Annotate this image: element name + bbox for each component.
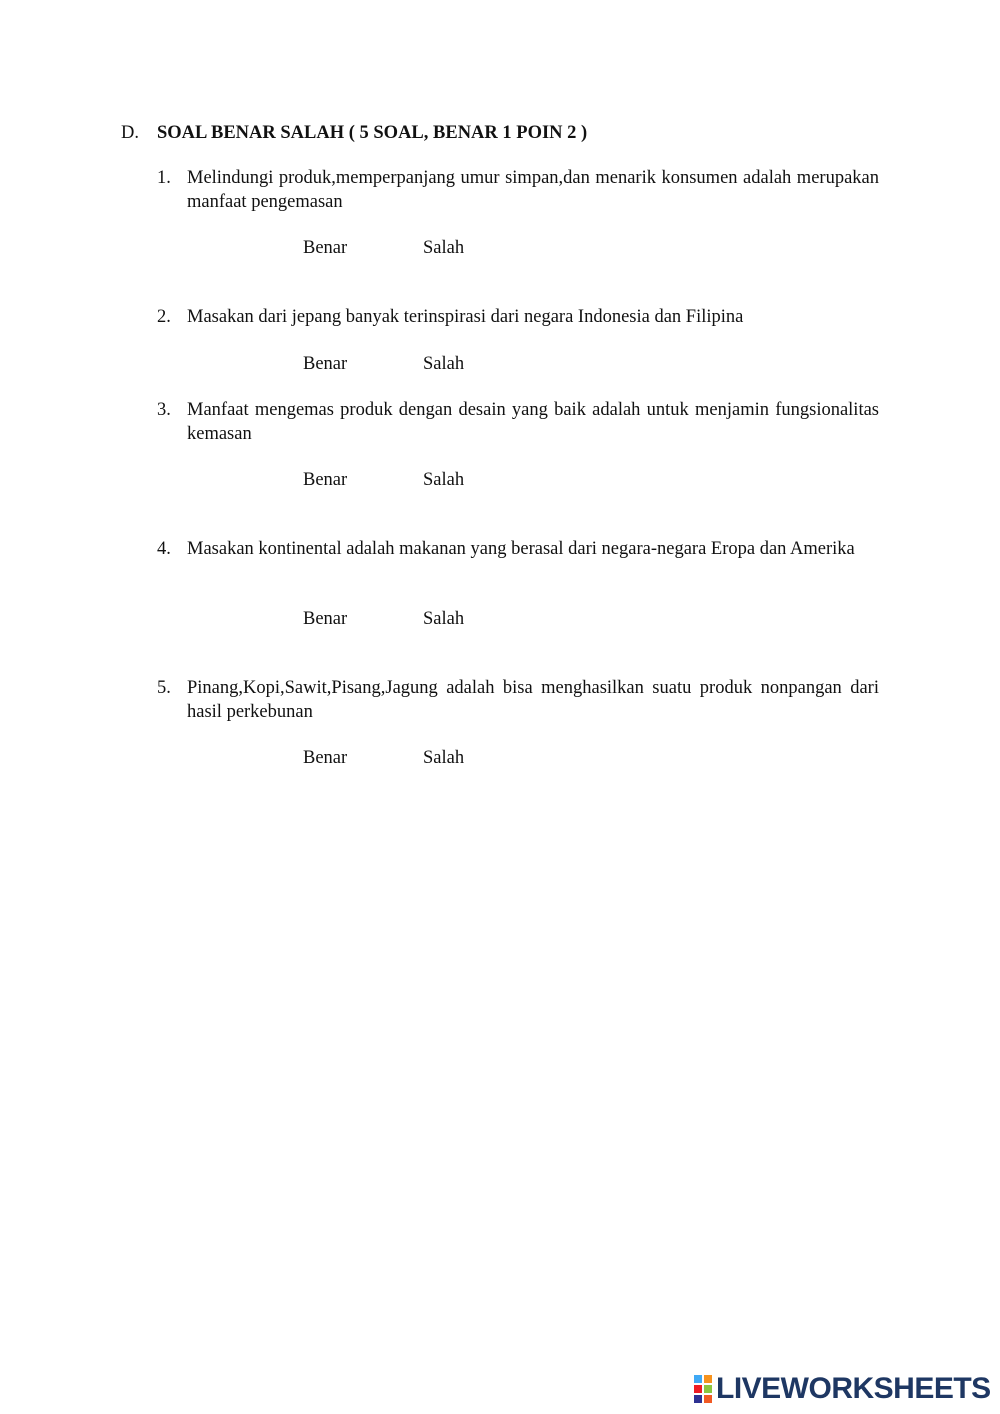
option-salah[interactable]: Salah xyxy=(423,238,465,258)
question-number: 5. xyxy=(157,678,171,698)
question-text: Masakan kontinental adalah makanan yang berasal dari negara-negara Eropa dan Amerika xyxy=(187,539,855,559)
question-number: 4. xyxy=(157,539,171,559)
option-benar[interactable]: Benar xyxy=(303,354,348,374)
option-salah[interactable]: Salah xyxy=(423,609,465,629)
liveworksheets-wordmark: LIVEWORKSHEETS xyxy=(716,1372,991,1405)
section-title: SOAL BENAR SALAH ( 5 SOAL, BENAR 1 POIN 2 ) xyxy=(157,123,588,143)
liveworksheets-branding[interactable] xyxy=(693,1374,991,1404)
logo-cell xyxy=(693,1394,703,1404)
question-text: Masakan dari jepang banyak terinspirasi dari negara Indonesia dan Filipina xyxy=(187,307,744,327)
option-salah[interactable]: Salah xyxy=(423,354,465,374)
logo-cell xyxy=(703,1374,713,1384)
option-salah[interactable]: Salah xyxy=(423,470,465,490)
question-number: 2. xyxy=(157,307,171,327)
logo-cell xyxy=(693,1384,703,1394)
option-benar[interactable]: Benar xyxy=(303,470,348,490)
question-text: Melindungi produk,memperpanjang umur simpan,dan menarik konsumen adalah merupakan manfaat pengemasan xyxy=(187,168,879,212)
question-text: Manfaat mengemas produk dengan desain yang baik adalah untuk menjamin fungsionalitas kemasan xyxy=(187,400,879,444)
question-number: 1. xyxy=(157,168,171,188)
liveworksheets-logo-icon xyxy=(693,1374,713,1404)
question-5 xyxy=(157,677,879,724)
question-text: Pinang,Kopi,Sawit,Pisang,Jagung adalah bisa menghasilkan suatu produk nonpangan dari hasil perkebunan xyxy=(187,678,879,722)
section-header xyxy=(121,121,587,145)
logo-cell xyxy=(703,1394,713,1404)
question-2 xyxy=(157,306,879,330)
logo-cell xyxy=(703,1384,713,1394)
question-3 xyxy=(157,399,879,446)
question-4 xyxy=(157,538,879,562)
option-benar[interactable]: Benar xyxy=(303,609,348,629)
logo-cell xyxy=(693,1374,703,1384)
option-benar[interactable]: Benar xyxy=(303,748,348,768)
option-benar[interactable]: Benar xyxy=(303,238,348,258)
section-letter: D. xyxy=(121,123,139,143)
question-1 xyxy=(157,167,879,214)
option-salah[interactable]: Salah xyxy=(423,748,465,768)
question-number: 3. xyxy=(157,400,171,420)
